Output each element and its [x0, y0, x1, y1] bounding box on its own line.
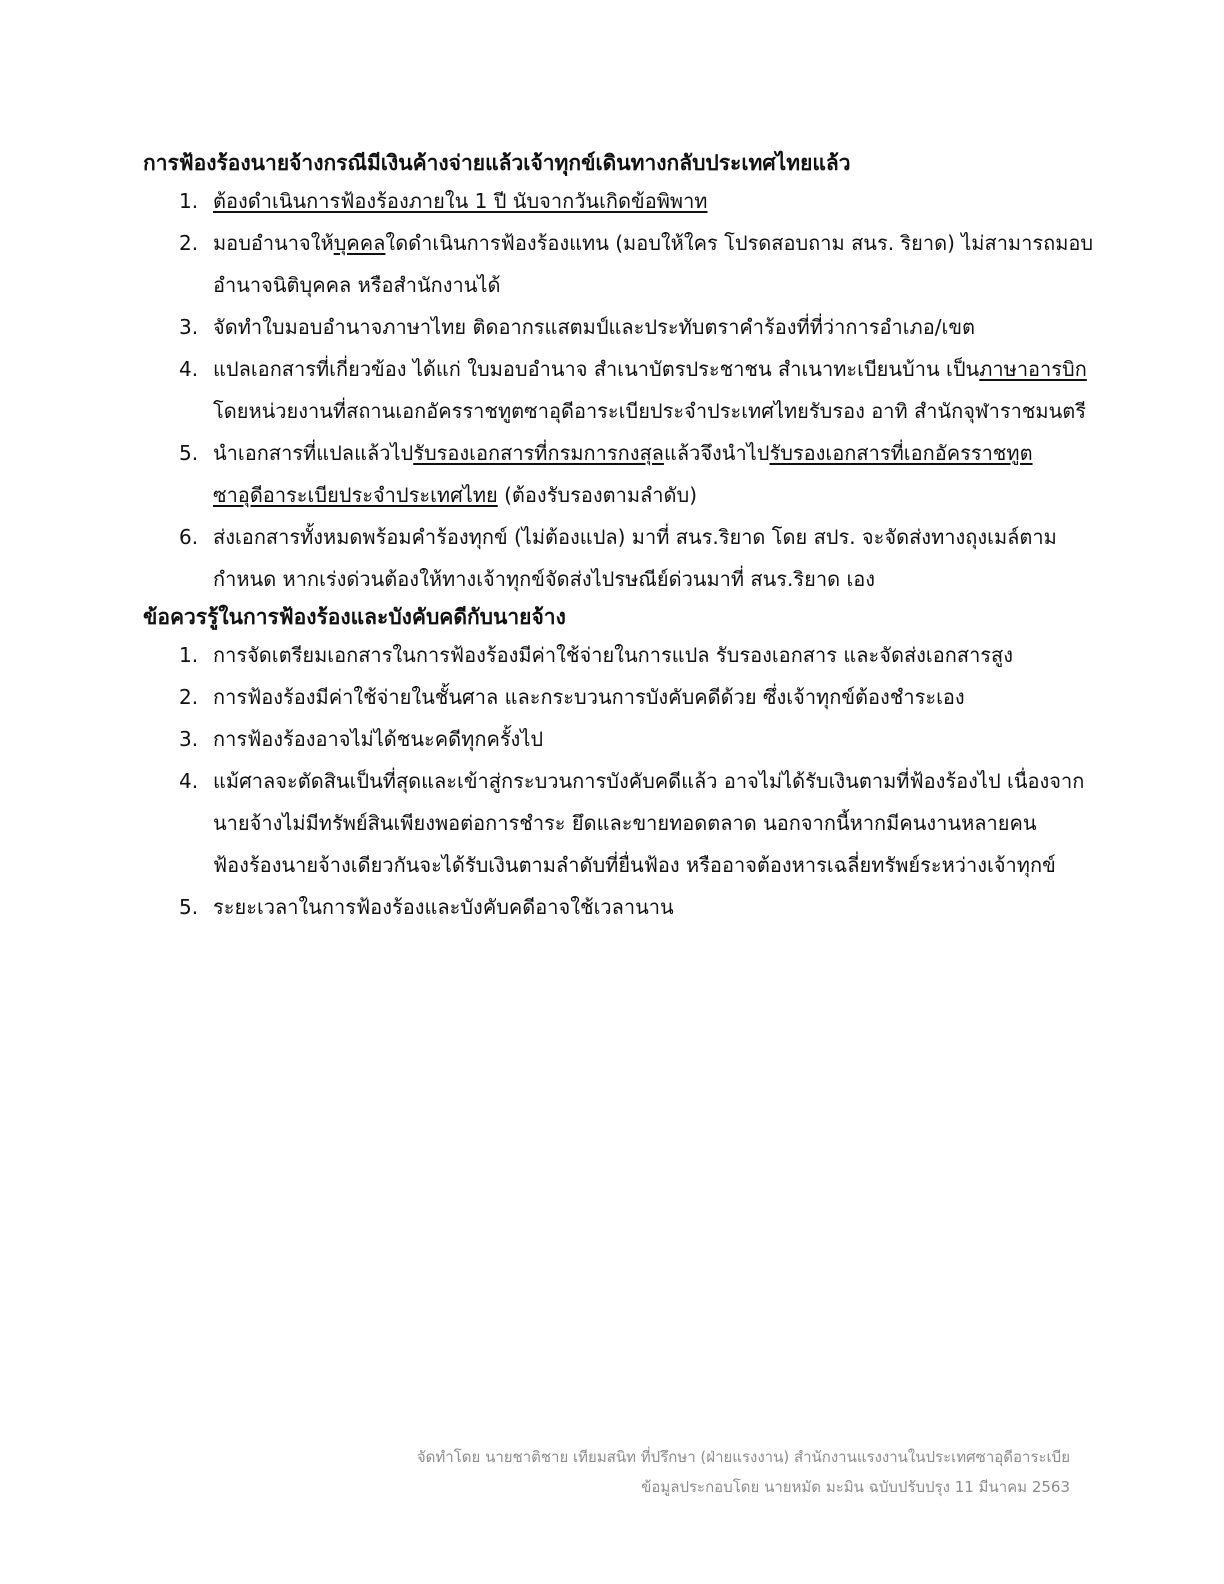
item-text-continued: นายจ้างไม่มีทรัพย์สินเพียงพอต่อการชำระ ยึดและขายทอดตลาด นอกจากนี้หากมีคนงานหลายคน: [213, 811, 1037, 835]
item-text: จัดทำใบมอบอำนาจภาษาไทย ติดอากรแสตมป์และประทับตราคำร้องที่ที่ว่าการอำเภอ/เขต: [213, 315, 975, 339]
list-number: 3.: [179, 727, 199, 751]
item-text: การฟ้องร้องมีค่าใช้จ่ายในชั้นศาล และกระบวนการบังคับคดีด้วย ซึ่งเจ้าทุกข์ต้องชำระเอง: [213, 685, 965, 709]
list-number: 5.: [179, 895, 199, 919]
underlined-text: บุคคล: [333, 231, 386, 255]
item-text: แม้ศาลจะตัดสินเป็นที่สุดและเข้าสู่กระบวนการบังคับคดีแล้ว อาจไม่ได้รับเงินตามที่ฟ้องร้องไป เนื่องจาก: [213, 769, 1085, 793]
item-text: นำเอกสารที่แปลแล้วไป: [213, 441, 414, 465]
item-text: การจัดเตรียมเอกสารในการฟ้องร้องมีค่าใช้จ่ายในการแปล รับรองเอกสาร และจัดส่งเอกสารสูง: [213, 643, 1014, 667]
item-text-continued: โดยหน่วยงานที่สถานเอกอัครราชทูตซาอุดีอาระเบียประจำประเทศไทยรับรอง อาทิ สำนักจุฬาราชมนตรี: [213, 399, 1086, 423]
list-item: [143, 432, 1083, 516]
list-item: [143, 348, 1087, 432]
list-item: [143, 222, 1094, 306]
list-item: [143, 760, 1083, 886]
item-text: ส่งเอกสารทั้งหมดพร้อมคำร้องทุกข์ (ไม่ต้องแปล) มาที่ สนร.ริยาด โดย สปร. จะจัดส่งทางถุงเมล์ตาม: [213, 525, 1057, 549]
underlined-text: รับรองเอกสารที่เอกอัครราชทูต: [769, 441, 1033, 465]
list-number: 6.: [179, 525, 199, 549]
item-text: แปลเอกสารที่เกี่ยวข้อง ได้แก่ ใบมอบอำนาจ สำเนาบัตรประชาชน สำเนาทะเบียนบ้าน เป็น: [213, 357, 980, 381]
footer-credit-line: จัดทำโดย นายชาติชาย เทียมสนิท ที่ปรึกษา (ฝ่ายแรงงาน) สำนักงานแรงงานในประเทศซาอุดีอาระเบีย: [416, 1448, 1070, 1466]
list-item: [143, 516, 1083, 600]
underlined-text: ซาอุดีอาระเบียประจำประเทศไทย: [213, 483, 498, 507]
item-text-continued: (ต้องรับรองตามลำดับ): [497, 483, 698, 507]
item-text: ใดดำเนินการฟ้องร้องแทน (มอบให้ใคร โปรดสอบถาม สนร. ริยาด) ไม่สามารถมอบ: [385, 231, 1094, 255]
list-item: [143, 676, 1083, 718]
item-text: มอบอำนาจให้: [213, 231, 334, 255]
list-item: [143, 634, 1083, 676]
list-number: 2.: [179, 685, 199, 709]
list-item: [143, 180, 1083, 222]
page-footer: [417, 1442, 1070, 1502]
item-text-continued: อำนาจนิติบุคคล หรือสำนักงานได้: [213, 273, 501, 297]
section-heading-things-to-know: ข้อควรรู้ในการฟ้องร้องและบังคับคดีกับนายจ้าง: [143, 605, 566, 629]
things-to-know-list: [143, 634, 1083, 928]
list-item: [143, 306, 1083, 348]
underlined-text: รับรองเอกสารที่กรมการกงสุล: [413, 441, 664, 465]
footer-update-line: ข้อมูลประกอบโดย นายหมัด มะมิน ฉบับปรับปรุง 11 มีนาคม 2563: [641, 1478, 1070, 1496]
document-content: [143, 146, 1094, 928]
item-text: ระยะเวลาในการฟ้องร้องและบังคับคดีอาจใช้เวลานาน: [213, 895, 674, 919]
item-text-continued: ฟ้องร้องนายจ้างเดียวกันจะได้รับเงินตามลำดับที่ยื่นฟ้อง หรืออาจต้องหารเฉลี่ยทรัพย์ระหว่างเจ้าทุกข์: [213, 853, 1056, 877]
list-number: 4.: [179, 769, 199, 793]
item-text: แล้วจึงนำไป: [663, 441, 770, 465]
list-number: 1.: [179, 643, 199, 667]
section-heading-lawsuit-after-return: การฟ้องร้องนายจ้างกรณีมีเงินค้างจ่ายแล้วเจ้าทุกข์เดินทางกลับประเทศไทยแล้ว: [143, 151, 851, 175]
item-text: การฟ้องร้องอาจไม่ได้ชนะคดีทุกครั้งไป: [213, 727, 544, 751]
list-item: [143, 718, 1083, 760]
list-number: 2.: [179, 231, 199, 255]
item-text-continued: กำหนด หากเร่งด่วนต้องให้ทางเจ้าทุกข์จัดส่งไปรษณีย์ด่วนมาที่ สนร.ริยาด เอง: [213, 567, 876, 591]
list-number: 3.: [179, 315, 199, 339]
underlined-text: ภาษาอารบิก: [979, 357, 1087, 381]
underlined-text: ต้องดำเนินการฟ้องร้องภายใน 1 ปี นับจากวันเกิดข้อพิพาท: [213, 189, 708, 213]
list-number: 1.: [179, 189, 199, 213]
list-item: [143, 886, 1083, 928]
list-number: 4.: [179, 357, 199, 381]
list-number: 5.: [179, 441, 199, 465]
lawsuit-steps-list: [143, 180, 1094, 600]
